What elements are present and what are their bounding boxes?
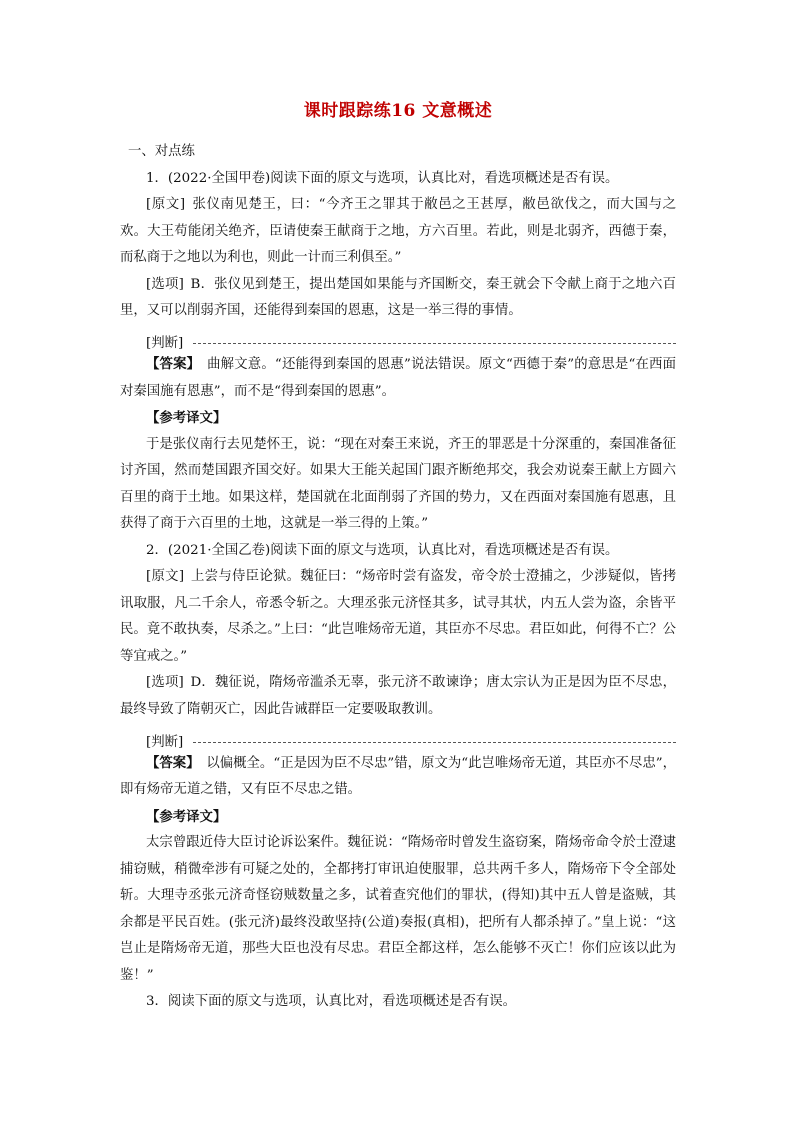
q2-stem: 2．(2021·全国乙卷)阅读下面的原文与选项，认真比对，看选项概述是否有误。 xyxy=(146,542,619,558)
q2-original-label: [原文] xyxy=(146,569,185,584)
q1-judge-label: [判断] xyxy=(146,336,184,351)
page-title: 课时跟踪练16 文意概述 xyxy=(303,101,493,121)
q1-judge xyxy=(120,325,676,352)
q2-answer-label: 【答案】 xyxy=(146,754,200,771)
q2-judge xyxy=(120,723,676,750)
q1-translation-label: 【参考译文】 xyxy=(146,410,227,426)
q2-translation: 太宗曾跟近侍大臣讨论诉讼案件。魏征说：“隋炀帝时曾发生盗窃案，隋炀帝命令於士澄逮捕窃贼，稍微牵涉有可疑之处的，全都拷打审讯迫使服罪，总共两千多人，隋炀帝下令全部处斩。大理寺丞张元济奇怪窃贼数量之多，试着查究他们的罪状，(得知)其中五人曾是盗贼，其余都是平民百姓。(张元济)最终没敢坚持(公道)奏报(真相)，把所有人都杀掉了。”皇上说：“这岂止是隋炀帝无道，那些大臣也没有尽忠。君臣全都这样，怎么能够不灭亡！你们应该以此为鉴！” xyxy=(120,835,676,983)
q2-judge-answer-line[interactable] xyxy=(193,742,676,743)
q1-original xyxy=(120,192,676,272)
q2-option-label: [选项] xyxy=(146,675,184,690)
q1-translation: 于是张仪南行去见楚怀王，说：“现在对秦王来说，齐王的罪恶是十分深重的，秦国准备征讨齐国，然而楚国跟齐国交好。如果大王能关起国门跟齐断绝邦交，我会劝说秦王献上方圆六百里的商于土地。如果这样，楚国就在北面削弱了齐国的势力，又在西面对秦国施有恩惠，且获得了商于六百里的土地，这就是一举三得的上策。” xyxy=(120,436,676,531)
q1-answer-text: 曲解文意。“还能得到秦国的恩惠”说法错误。原文“西德于秦”的意思是“在西面对秦国施有恩惠”，而不是“得到秦国的恩惠”。 xyxy=(120,357,676,399)
section-heading: 一、对点练 xyxy=(128,144,195,159)
q2-option xyxy=(120,670,676,723)
q2-original xyxy=(120,564,676,670)
q1-option-text: B．张仪见到楚王，提出楚国如果能与齐国断交，秦王就会下令献上商于之地六百里，又可以削弱齐国，还能得到秦国的恩惠，这是一举三得的事情。 xyxy=(120,276,676,318)
q2-answer-text: 以偏概全。“正是因为臣不尽忠”错，原文为“此岂唯炀帝无道，其臣亦不尽忠”，即有炀帝无道之错，又有臣不尽忠之错。 xyxy=(120,755,676,797)
q1-original-text: 张仪南见楚王，曰：“今齐王之罪其于敝邑之王甚厚，敝邑欲伐之，而大国与之欢。大王苟能闭关绝齐，臣请使秦王献商于之地，方六百里。若此，则是北弱齐，西德于秦，而私商于之地以为利也，则此一计而三利俱至。” xyxy=(120,197,677,265)
q2-judge-label: [判断] xyxy=(146,734,184,750)
document-page xyxy=(120,96,676,1016)
q2-translation-label: 【参考译文】 xyxy=(146,808,227,825)
q1-judge-answer-line[interactable] xyxy=(193,343,676,344)
q1-original-label: [原文] xyxy=(146,197,186,212)
q2-option-text: D．魏征说，隋炀帝滥杀无辜，张元济不敢谏诤；唐太宗认为正是因为臣不尽忠，最终导致了隋朝灭亡，因此告诫群臣一定要吸取教训。 xyxy=(120,675,677,717)
q1-answer-label: 【答案】 xyxy=(146,356,201,372)
q1-option xyxy=(120,272,676,325)
q2-answer xyxy=(120,750,676,804)
q1-stem: 1．(2022·全国甲卷)阅读下面的原文与选项，认真比对，看选项概述是否有误。 xyxy=(146,170,619,186)
q3-stem: 3．阅读下面的原文与选项，认真比对，看选项概述是否有误。 xyxy=(146,994,517,1009)
q2-original-text: 上尝与侍臣论狱。魏征曰：“炀帝时尝有盗发，帝令於士澄捕之，少涉疑似，皆拷讯取服，凡二千余人，帝悉令斩之。大理丞张元济怪其多，试寻其状，内五人尝为盗，余皆平民。竟不敢执奏，尽杀之。”上曰：“此岂唯炀帝无道，其臣亦不尽忠。君臣如此，何得不亡？公等宜戒之。” xyxy=(120,569,677,664)
q1-option-label: [选项] xyxy=(146,276,184,292)
q1-answer xyxy=(120,351,676,405)
